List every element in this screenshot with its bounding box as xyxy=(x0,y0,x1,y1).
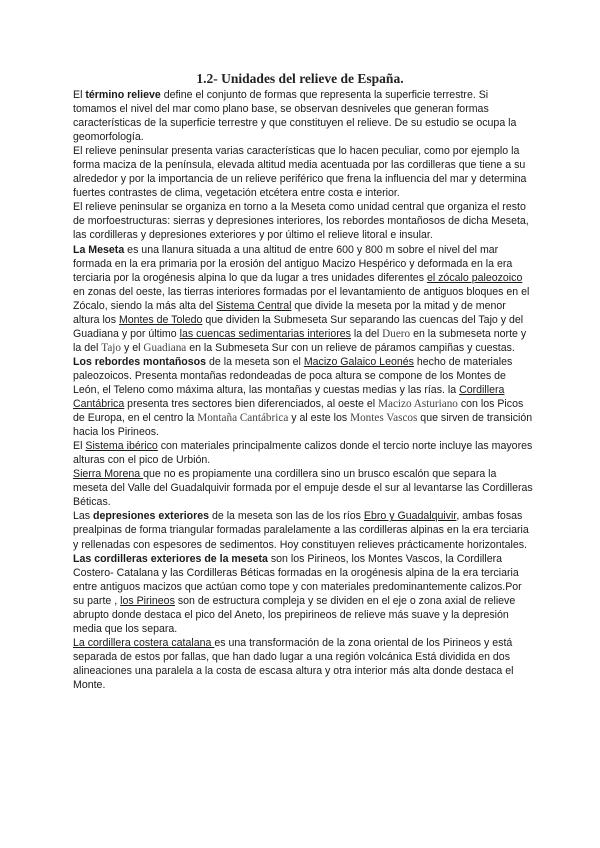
paragraph xyxy=(73,467,533,509)
paragraph xyxy=(73,243,533,355)
text-run: El xyxy=(73,89,86,101)
text-run: de la meseta son las de los ríos xyxy=(209,510,364,523)
text-run: Las xyxy=(73,510,94,523)
text-run: son los Pirineos, los Montes Vascos, la Cordillera Costero- Catalana y las Cordilleras Béticas formadas en la orogénesis alpina de la era terciaria entre antiguos macizos que actúan como tope y con materiales predominantemente calizos.Por su parte , xyxy=(73,552,522,607)
text-run: que no es propiamente una cordillera sino un brusco escalón que separa la meseta del Valle del Guadalquivir formada por el empuje desde el sur al levantarse las Cordilleras Béticas. xyxy=(73,468,533,509)
section-title: 1.2- Unidades del relieve de España. xyxy=(196,71,404,86)
place-name: Duero xyxy=(382,327,411,340)
paragraph xyxy=(73,636,533,692)
bold-term: La Meseta xyxy=(73,243,125,256)
place-name: Guadiana xyxy=(143,341,187,354)
paragraph xyxy=(73,200,533,242)
text-run: , ambas fosas prealpinas de forma triangular formadas paralelamente a las cordilleras alpinas en la era terciaria y rellenadas con espesores de sedimentos. Hoy constituyen relieves prácticamente horizontales. xyxy=(73,510,529,551)
text-run: El relieve peninsular se organiza en torno a la Meseta como unidad central que organiza el resto de morfoestructuras: sierras y depresiones interiores, los rebordes montañosos de dicha Meseta, las cordilleras y depresiones exteriores y por último el relieve litoral e insular. xyxy=(73,201,529,242)
text-run: El relieve peninsular presenta varias características que lo hacen peculiar, como por ejemplo la forma maciza de la península, elevada altitud media acentuada por las cordilleras que tiene a su alrededor y por la importancia de un relieve periférico que frena la influencia del mar y determina fuertes contrastes de clima, vegetación etcétera entre costa e interior. xyxy=(73,145,527,200)
text-run: que sirven de transición hacia los Pirineos. xyxy=(73,412,533,439)
paragraph xyxy=(73,509,533,551)
underlined-term: Sierra Morena xyxy=(73,468,144,481)
text-run: es una llanura situada a una altitud de entre 600 y 800 m sobre el nivel del mar formada en la era primaria por la erosión del antiguo Macizo Hespérico y deformada en la era terciaria por la orogénesis alpina lo que da lugar a tres unidades diferentes xyxy=(73,243,513,284)
bold-term: Los rebordes montañosos xyxy=(73,355,207,368)
bold-term: Las cordilleras exteriores de la meseta xyxy=(73,552,268,565)
text-run: con materiales principalmente calizos donde el tercio norte incluye las mayores alturas con el pico de Urbión. xyxy=(73,440,533,467)
text-run: en la submeseta norte y la del xyxy=(73,327,527,354)
underlined-term: Macizo Galaico Leonés xyxy=(303,355,414,368)
text-run: en zonas del oeste, las tierras interiores formadas por el levantamiento de antiguos bloques en el Zócalo, siendo la más alta del xyxy=(73,285,530,312)
place-name: Macizo Asturiano xyxy=(378,398,458,411)
text-run: presenta tres sectores bien diferenciados, al oeste el xyxy=(124,398,379,411)
text-run: en la Submeseta Sur con un relieve de páramos campiñas y cuestas. xyxy=(186,341,515,354)
underlined-term: La cordillera costera catalana xyxy=(73,636,215,649)
place-name: Tajo xyxy=(101,341,122,354)
bold-term: depresiones exteriores xyxy=(93,510,210,523)
text-run: la del xyxy=(350,327,383,340)
paragraph xyxy=(73,144,533,200)
text-run: hecho de materiales paleozoicos. Presenta montañas redondeadas de poca altura se compone de los Montes de León, el Teleno como máxima altura, las montañas y cuestas medias y las rías. la xyxy=(73,355,513,396)
paragraph xyxy=(73,552,533,636)
text-run: que dividen la Submeseta Sur separando las cuencas del Tajo y del Guadiana y por último xyxy=(73,313,524,340)
paragraph xyxy=(73,355,533,439)
underlined-term: Sistema ibérico xyxy=(85,440,158,453)
underlined-term: los Pirineos xyxy=(120,594,175,607)
paragraph xyxy=(73,439,533,467)
place-name: Montes Vascos xyxy=(350,412,418,425)
underlined-term: Ebro y Guadalquivir xyxy=(363,510,457,523)
text-run: que divide la meseta por la mitad y de menor altura los xyxy=(73,299,506,326)
text-run: define el conjunto de formas que representa la superficie terrestre. Si tomamos el nivel del mar como plano base, se observan desniveles que generan formas características de la superficie terrestre y que constituyen el relieve. De su estudio se ocupa la geomorfología. xyxy=(73,89,517,144)
place-name: Montaña Cantábrica xyxy=(197,412,289,425)
paragraph xyxy=(73,88,533,144)
document-body xyxy=(73,88,533,692)
text-run: El xyxy=(73,440,86,453)
underlined-term: las cuencas sedimentarias interiores xyxy=(179,327,351,340)
text-run: es una transformación de la zona oriental de los Pirineos y está separada de estos por fallas, que han dado lugar a una región volcánica Está dividida en dos alineaciones una paralela a la costa de escasa altura y otra interior más alta donde destaca el Monte. xyxy=(73,636,514,691)
underlined-term: Sistema Central xyxy=(216,299,292,312)
underlined-term: el zócalo paleozoico xyxy=(426,271,523,284)
text-run: son de estructura compleja y se dividen en el eje o zona axial de relieve abrupto donde destaca el pico del Aneto, los prepirineos de relieve más suave y la depresión media que los separa. xyxy=(73,594,516,635)
underlined-term: Cordillera Cantábrica xyxy=(73,383,505,411)
text-run: de la meseta son el xyxy=(206,355,304,368)
underlined-term: Montes de Toledo xyxy=(118,313,203,326)
bold-term: término relieve xyxy=(85,89,161,101)
text-run: y el xyxy=(121,341,144,354)
text-run: y al este los xyxy=(288,412,351,425)
text-run: con los Picos de Europa, en el centro la xyxy=(73,398,524,425)
